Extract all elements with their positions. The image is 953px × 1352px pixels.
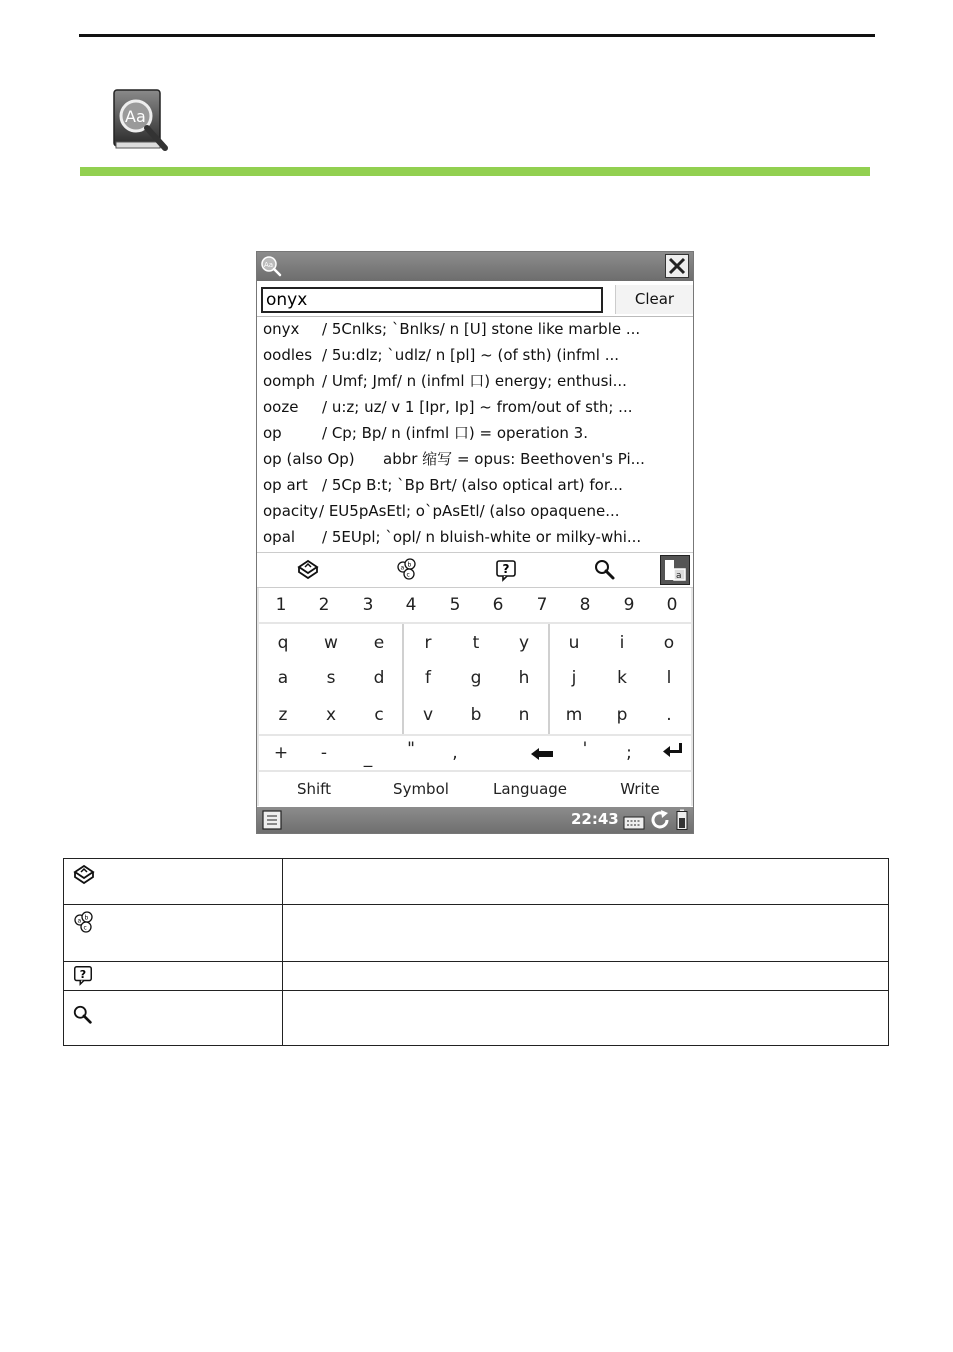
legend-icon-cell xyxy=(64,991,283,1046)
legend-icon-cell xyxy=(64,859,283,905)
key-p[interactable]: p xyxy=(616,705,628,725)
result-definition: / 5u:dlz; `udlz/ n [pl] ~ (of sth) (infml ... xyxy=(322,346,620,364)
key-0[interactable]: 0 xyxy=(666,595,678,615)
title-bar xyxy=(257,252,693,281)
key-b[interactable]: b xyxy=(470,705,482,725)
key-r[interactable]: r xyxy=(424,633,432,653)
legend-description xyxy=(283,962,889,991)
battery-icon xyxy=(675,809,689,834)
key-y[interactable]: y xyxy=(518,633,530,653)
menu-icon[interactable] xyxy=(261,810,283,834)
result-item[interactable] xyxy=(257,446,693,472)
result-definition: / 5Cp B:t; `Bp Brt/ (also optical art) for... xyxy=(322,476,623,494)
language-key[interactable]: Language xyxy=(492,780,568,798)
enter-icon[interactable] xyxy=(660,742,686,765)
key-d[interactable]: d xyxy=(373,668,385,688)
key-s[interactable]: s xyxy=(326,668,336,688)
legend-row xyxy=(64,859,889,905)
result-definition: / u:z; uz/ v 1 [Ipr, Ip] ~ from/out of sth; ... xyxy=(322,398,633,416)
result-item[interactable] xyxy=(257,342,693,368)
key-5[interactable]: 5 xyxy=(449,595,461,615)
help-icon[interactable] xyxy=(494,558,518,582)
result-word: op art xyxy=(263,476,308,494)
result-definition: / 5EUpl; `opl/ n bluish-white or milky-whi... xyxy=(322,528,642,546)
result-item[interactable] xyxy=(257,472,693,498)
result-item[interactable] xyxy=(257,524,693,550)
backspace-icon[interactable] xyxy=(529,746,555,766)
key-minus[interactable]: - xyxy=(320,743,328,763)
abc-list-icon[interactable] xyxy=(395,558,419,582)
key-underscore[interactable]: _ xyxy=(363,748,373,768)
accent-bar xyxy=(80,167,870,176)
result-item[interactable] xyxy=(257,316,693,342)
search-icon xyxy=(72,1003,282,1031)
dictionary-screen xyxy=(256,251,694,834)
key-m[interactable]: m xyxy=(565,705,583,725)
key-c[interactable]: c xyxy=(374,705,384,725)
result-word: op xyxy=(263,424,282,442)
number-row xyxy=(259,588,691,622)
legend-description xyxy=(283,905,889,962)
result-definition: / Umf; Jmf/ n (infml 口) energy; enthusi... xyxy=(322,372,627,390)
svg-text:b: b xyxy=(84,914,89,922)
clear-button[interactable]: Clear xyxy=(615,285,693,314)
key-3[interactable]: 3 xyxy=(362,595,374,615)
key-a[interactable]: a xyxy=(277,668,289,688)
key-h[interactable]: h xyxy=(518,668,530,688)
key-v[interactable]: v xyxy=(422,705,434,725)
key-u[interactable]: u xyxy=(568,633,580,653)
key-double-quote[interactable]: " xyxy=(407,739,415,759)
result-word: op (also Op) xyxy=(263,450,355,468)
symbol-key[interactable]: Symbol xyxy=(393,780,449,798)
result-word: opal xyxy=(263,528,296,546)
result-item[interactable] xyxy=(257,368,693,394)
status-bar xyxy=(257,807,693,833)
key-2[interactable]: 2 xyxy=(318,595,330,615)
result-word: oodles xyxy=(263,346,313,364)
key-k[interactable]: k xyxy=(617,668,627,688)
key-comma[interactable]: , xyxy=(452,743,458,763)
key-f[interactable]: f xyxy=(425,668,431,688)
legend-description xyxy=(283,991,889,1046)
legend-row xyxy=(64,905,889,962)
key-divider xyxy=(402,624,404,734)
result-definition: / 5Cnlks; `Bnlks/ n [U] stone like marble ... xyxy=(322,320,641,338)
key-7[interactable]: 7 xyxy=(536,595,548,615)
close-icon xyxy=(666,255,688,277)
result-item[interactable] xyxy=(257,420,693,446)
result-item[interactable] xyxy=(257,498,693,524)
key-g[interactable]: g xyxy=(470,668,482,688)
key-apostrophe[interactable]: ' xyxy=(582,739,588,759)
key-e[interactable]: e xyxy=(373,633,385,653)
key-semicolon[interactable]: ; xyxy=(626,743,632,763)
symbol-row xyxy=(259,736,691,770)
key-1[interactable]: 1 xyxy=(275,595,287,615)
abc-list-icon xyxy=(72,911,282,939)
refresh-icon[interactable] xyxy=(649,809,671,834)
result-word: ooze xyxy=(263,398,299,416)
svg-text:Aa: Aa xyxy=(125,107,146,126)
legend-icon-cell xyxy=(64,962,283,991)
key-i[interactable]: i xyxy=(619,633,625,653)
svg-text:c: c xyxy=(406,571,410,579)
search-input[interactable]: onyx xyxy=(261,287,603,313)
svg-text:a: a xyxy=(676,571,682,581)
svg-text:c: c xyxy=(83,924,87,932)
key-w[interactable]: w xyxy=(324,633,338,653)
write-key[interactable]: Write xyxy=(620,780,660,798)
help-icon xyxy=(72,964,282,990)
result-word: opacity xyxy=(263,502,319,520)
keyboard-mode-icon[interactable] xyxy=(660,555,690,585)
virtual-keyboard xyxy=(257,588,693,806)
legend-row xyxy=(64,991,889,1046)
key-4[interactable]: 4 xyxy=(405,595,417,615)
result-definition: / Cp; Bp/ n (infml 口) = operation 3. xyxy=(322,424,588,442)
key-plus[interactable]: + xyxy=(273,743,289,763)
key-t[interactable]: t xyxy=(472,633,480,653)
clock: 22:43 xyxy=(571,810,619,828)
key-o[interactable]: o xyxy=(663,633,675,653)
dictionary-icon xyxy=(110,88,172,154)
search-icon[interactable] xyxy=(593,558,617,582)
svg-text:a: a xyxy=(400,564,405,572)
svg-text:a: a xyxy=(77,917,82,925)
key-6[interactable]: 6 xyxy=(492,595,504,615)
keyboard-icon[interactable] xyxy=(623,812,645,834)
top-rule xyxy=(79,34,875,37)
result-word: onyx xyxy=(263,320,300,338)
function-toolbar xyxy=(257,552,693,588)
key-q[interactable]: q xyxy=(277,633,289,653)
letter-block xyxy=(259,624,691,734)
key-9[interactable]: 9 xyxy=(623,595,635,615)
dictionary-book-icon xyxy=(72,863,282,891)
legend-description xyxy=(283,859,889,905)
key-x[interactable]: x xyxy=(325,705,337,725)
key-n[interactable]: n xyxy=(518,705,530,725)
legend-icon-cell xyxy=(64,905,283,962)
result-definition: abbr 缩写 = opus: Beethoven's Pi... xyxy=(383,450,645,468)
key-z[interactable]: z xyxy=(278,705,288,725)
key-j[interactable]: j xyxy=(571,668,577,688)
svg-text:?: ? xyxy=(79,967,87,981)
results-list xyxy=(257,316,693,550)
key-l[interactable]: l xyxy=(666,668,672,688)
dictionary-book-icon[interactable] xyxy=(296,558,320,582)
result-definition: / EU5pAsEtl; o`pAsEtl/ (also opaquene... xyxy=(319,502,620,520)
result-item[interactable] xyxy=(257,394,693,420)
close-button[interactable] xyxy=(665,254,689,278)
shift-key[interactable]: Shift xyxy=(296,780,332,798)
svg-text:?: ? xyxy=(502,562,510,576)
result-word: oomph xyxy=(263,372,315,390)
key-8[interactable]: 8 xyxy=(579,595,591,615)
legend-row xyxy=(64,962,889,991)
key-period[interactable]: . xyxy=(666,705,672,725)
icon-legend-table xyxy=(63,858,889,1046)
search-row xyxy=(257,282,693,317)
dictionary-small-icon xyxy=(260,255,284,281)
key-divider xyxy=(548,624,550,734)
svg-text:Aa: Aa xyxy=(264,261,274,269)
svg-text:b: b xyxy=(407,561,412,569)
function-row xyxy=(259,772,691,806)
